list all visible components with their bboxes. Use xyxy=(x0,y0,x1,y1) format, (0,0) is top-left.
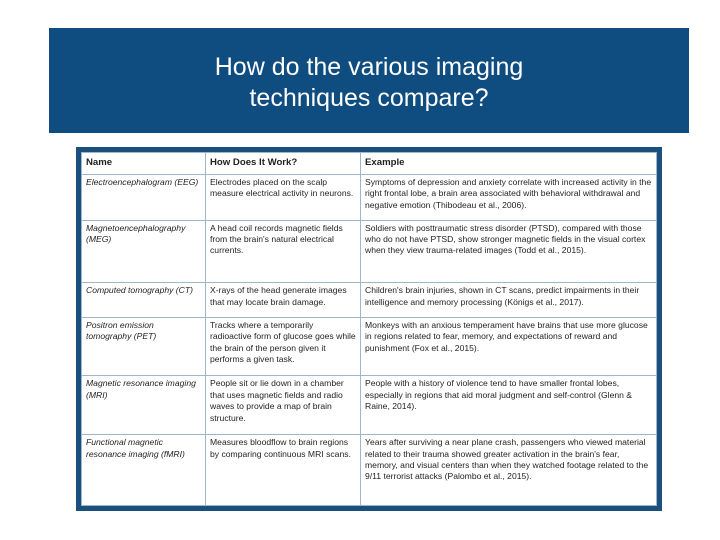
technique-name: Magnetoencephalography (MEG) xyxy=(82,220,206,283)
technique-how: Electrodes placed on the scalp measure electrical activity in neurons. xyxy=(206,175,361,221)
slide-title xyxy=(49,28,689,114)
imaging-comparison-table xyxy=(81,152,657,506)
technique-name: Functional magnetic resonance imaging (fMRI) xyxy=(82,435,206,506)
technique-how: Measures bloodflow to brain regions by comparing continuous MRI scans. xyxy=(206,435,361,506)
slide-title-line-1: How do the various imaging xyxy=(214,53,524,81)
technique-example: Symptoms of depression and anxiety correlate with increased activity in the right frontal lobe, a brain area associated with behavioral withdrawal and negative emotion (Thibodeau et al., 2006). xyxy=(361,175,657,221)
table-row xyxy=(82,317,657,376)
table-row xyxy=(82,175,657,221)
technique-how: X-rays of the head generate images that may locate brain damage. xyxy=(206,283,361,317)
header-how: How Does It Work? xyxy=(206,153,361,175)
header-example: Example xyxy=(361,153,657,175)
table-row xyxy=(82,283,657,317)
slide-title-line-2: techniques compare? xyxy=(249,84,489,112)
slide-title-banner xyxy=(49,28,689,133)
technique-name: Electroencephalogram (EEG) xyxy=(82,175,206,221)
table-row xyxy=(82,376,657,435)
technique-example: Monkeys with an anxious temperament have brains that use more glucose in regions related to fear, memory, and expectations of reward and punishment (Fox et al., 2015). xyxy=(361,317,657,376)
technique-example: Children's brain injuries, shown in CT scans, predict impairments in their intelligence and memory processing (Königs et al., 2017). xyxy=(361,283,657,317)
comparison-table-frame xyxy=(76,147,662,511)
technique-how: People sit or lie down in a chamber that uses magnetic fields and radio waves to provide a map of brain structure. xyxy=(206,376,361,435)
technique-example: People with a history of violence tend to have smaller frontal lobes, especially in regions that aid moral judgment and self-control (Glenn & Raine, 2014). xyxy=(361,376,657,435)
technique-example: Years after surviving a near plane crash, passengers who viewed material related to their trauma showed greater activation in the brain's fear, memory, and visual centers than when they watched footage related to the 9/11 terrorist attacks (Palombo et al., 2015). xyxy=(361,435,657,506)
table-header-row xyxy=(82,153,657,175)
table-row xyxy=(82,220,657,283)
technique-how: A head coil records magnetic fields from the brain's natural electrical currents. xyxy=(206,220,361,283)
technique-name: Positron emission tomography (PET) xyxy=(82,317,206,376)
technique-name: Computed tomography (CT) xyxy=(82,283,206,317)
header-name: Name xyxy=(82,153,206,175)
technique-how: Tracks where a temporarily radioactive form of glucose goes while the brain of the person given it performs a given task. xyxy=(206,317,361,376)
table-row xyxy=(82,435,657,506)
technique-name: Magnetic resonance imaging (MRI) xyxy=(82,376,206,435)
technique-example: Soldiers with posttraumatic stress disorder (PTSD), compared with those who do not have PTSD, show stronger magnetic fields in the visual cortex when they view trauma-related images (Todd et al., 2015). xyxy=(361,220,657,283)
